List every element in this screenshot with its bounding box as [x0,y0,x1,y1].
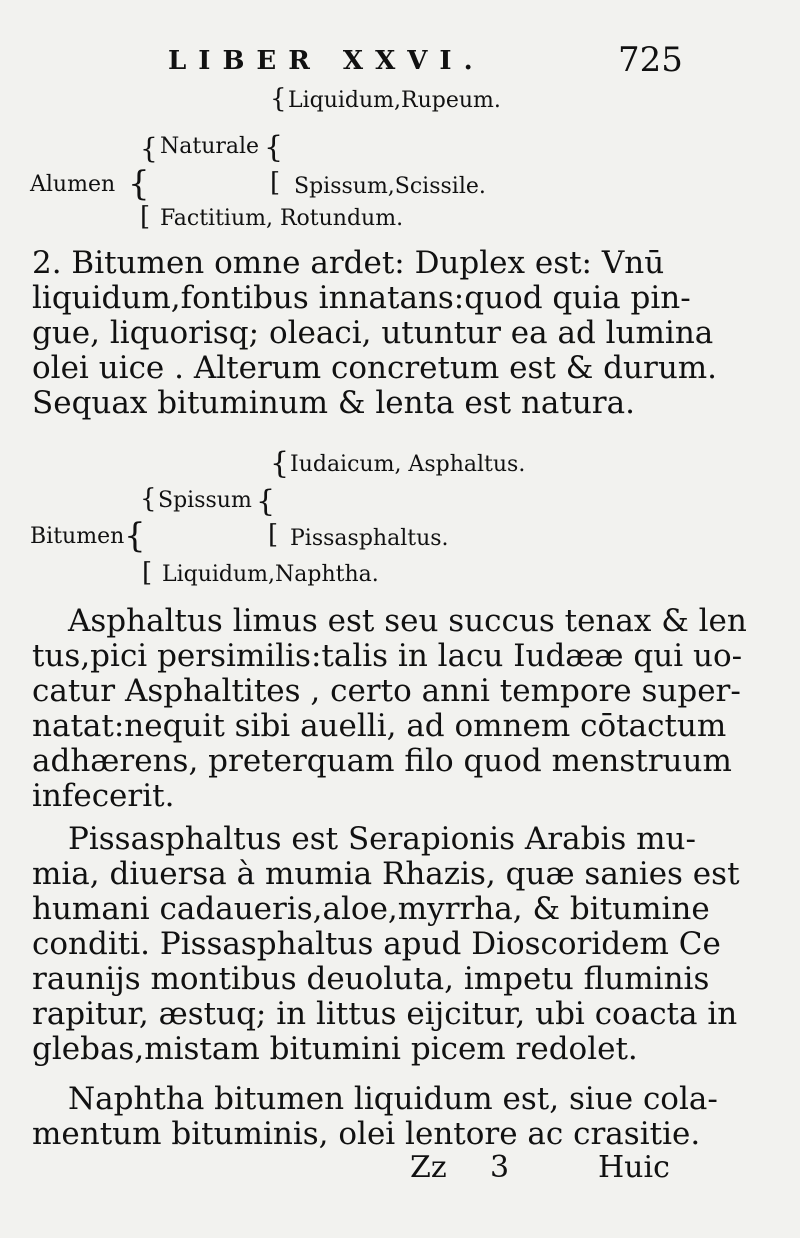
brace-glyph: [ [270,168,281,198]
paragraph-bitumen [32,245,718,421]
page-footer [0,1150,800,1190]
brace-glyph: { [128,164,150,204]
signature-number: 3 [490,1150,510,1185]
catchword: Huic [598,1150,670,1185]
liquidum-label: Liquidum,Naphtha. [162,562,379,587]
text-line: infecerit. [32,778,175,814]
page-number: 725 [618,40,683,80]
text-line: mia, diuersa à mumia Rhazis, quæ sanies est [32,856,740,892]
text-line: Sequax bituminum & lenta est natura. [32,385,635,421]
text-line: 2. Bitumen omne ardet: Duplex est: Vnū [32,245,665,281]
bitumen-root: Bitumen [30,524,125,549]
spissum-iudaicum: Iudaicum, Asphaltus. [290,452,526,477]
spissum-pissasphaltus: Pissasphaltus. [290,526,449,551]
signature-mark: Zz [410,1150,447,1185]
brace-glyph: { [140,484,157,514]
text-line: conditi. Pissasphaltus apud Dioscoridem Ce [32,926,721,962]
text-line: mentum bituminis, olei lentore ac crasitie. [32,1116,701,1152]
paragraph-pissasphaltus [32,821,740,1067]
text-line: liquidum,fontibus innatans:quod quia pin- [32,280,691,316]
text-line: glebas,mistam bitumini picem redolet. [32,1031,638,1067]
naturale-label: Naturale [160,134,260,159]
brace-glyph: { [256,484,276,519]
text-line: Pissasphaltus est Serapionis Arabis mu- [68,821,696,857]
brace-glyph: { [124,516,146,556]
alumen-root: Alumen [30,172,116,197]
text-line: humani cadaueris,aloe,myrrha, & bitumine [32,891,710,927]
brace-glyph: { [270,84,287,114]
brace-glyph: [ [140,202,151,232]
text-line: adhærens, preterquam filo quod menstruum [32,743,732,779]
paragraph-naphtha [32,1081,718,1152]
brace-glyph: [ [142,558,153,588]
brace-glyph: { [270,446,290,481]
spissum-label: Spissum [158,488,252,513]
page-header [0,40,800,90]
factitium-label: Factitium, Rotundum. [160,206,404,231]
brace-glyph: { [140,132,158,165]
brace-glyph: { [264,130,284,165]
text-line: raunijs montibus deuoluta, impetu fluminis [32,961,710,997]
brace-glyph: [ [268,520,279,550]
paragraph-asphaltus [32,603,747,814]
naturale-spissum: Spissum,Scissile. [294,174,486,199]
text-line: tus,pici persimilis:talis in lacu Iudææ qui uo- [32,638,743,674]
text-line: olei uice . Alterum concretum est & durum. [32,350,718,386]
text-line: rapitur, æstuq; in littus eijcitur, ubi coacta in [32,996,738,1032]
text-line: catur Asphaltites , certo anni tempore super- [32,673,741,709]
text-line: natat:nequit sibi auelli, ad omnem cōtactum [32,708,727,744]
text-line: Asphaltus limus est seu succus tenax & len [68,603,747,639]
running-title: LIBER XXVI. [168,46,485,76]
text-line: Naphtha bitumen liquidum est, siue cola- [68,1081,718,1117]
text-line: gue, liquorisq; oleaci, utuntur ea ad lumina [32,315,714,351]
naturale-liquidum: Liquidum,Rupeum. [288,88,501,113]
